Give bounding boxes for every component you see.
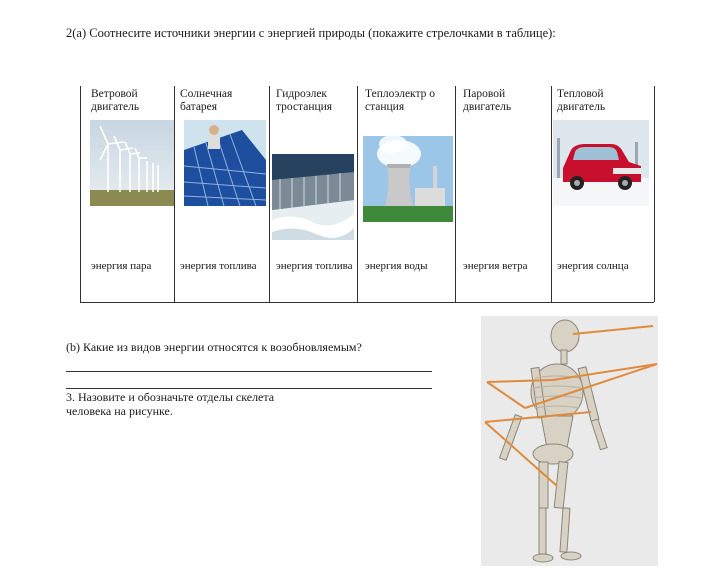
source-column-heat-engine [551, 86, 654, 302]
matching-table [80, 86, 654, 303]
source-label: Тепловой двигатель [557, 88, 606, 113]
source-column-steam-engine [455, 86, 551, 302]
skeleton-image [481, 316, 658, 566]
energy-label: энергия солнца [557, 260, 629, 272]
source-label: Паровой двигатель [463, 88, 512, 113]
solar-panels-image [184, 120, 266, 206]
answer-line[interactable] [66, 388, 432, 389]
question-2a-text: 2(a) Соотнесите источники энергии с энергией природы (покажите стрелочками в таблице): [66, 26, 556, 40]
source-column-wind [80, 86, 174, 302]
question-2b-text: (b) Какие из видов энергии относятся к возобновляемым? [66, 340, 362, 354]
table-border-right [654, 86, 655, 302]
source-column-hydro [269, 86, 357, 302]
question-3-text: 3. Назовите и обозначьте отделы скелета человека на рисунке. [66, 390, 275, 418]
source-column-solar [174, 86, 269, 302]
energy-label: энергия воды [365, 260, 428, 272]
wind-turbines-image [90, 120, 174, 206]
energy-label: энергия топлива [180, 260, 257, 272]
source-label: Гидроэлек тростанция [276, 88, 333, 113]
source-label: Ветровой двигатель [91, 88, 140, 113]
energy-label: энергия пара [91, 260, 152, 272]
source-label: Солнечная батарея [180, 88, 233, 113]
energy-label: энергия ветра [463, 260, 528, 272]
source-column-power-plant [357, 86, 455, 302]
power-plant-image [363, 136, 453, 222]
hydro-dam-image [272, 154, 354, 240]
answer-line[interactable] [66, 371, 432, 372]
red-car-image [553, 120, 649, 206]
energy-label: энергия топлива [276, 260, 353, 272]
source-label: Теплоэлектр о станция [365, 88, 436, 113]
